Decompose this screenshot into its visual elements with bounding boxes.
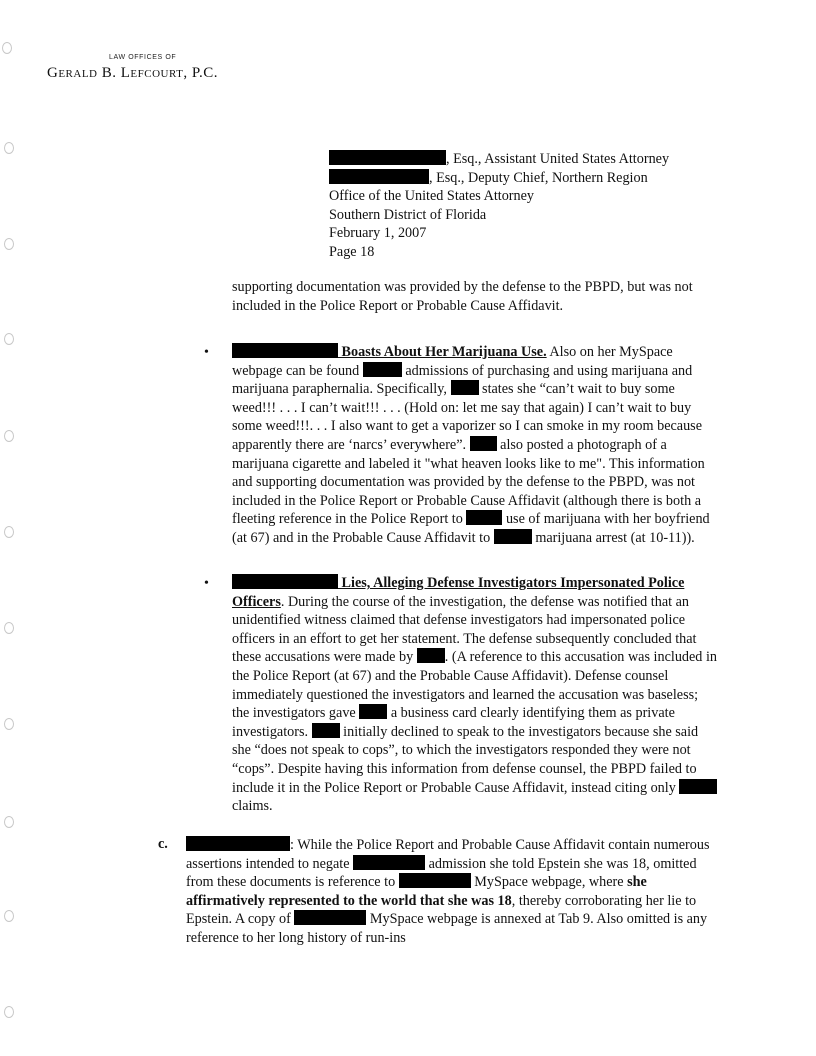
redaction-bar [329, 169, 429, 184]
letterhead-caption: LAW OFFICES OF [109, 54, 177, 61]
addressee-line-1: , Esq., Assistant United States Attorney [329, 150, 669, 169]
redaction-bar [232, 343, 338, 358]
redaction-bar [232, 574, 338, 589]
continuation-paragraph: supporting documentation was provided by the defense to the PBPD, but was not included in the Police Report or Probable Cause Affidavit. [232, 279, 693, 314]
redaction-bar [470, 436, 497, 451]
redaction-bar [679, 779, 717, 794]
punch-hole-mark [4, 238, 14, 250]
bullet-heading: Lies, Alleging Defense Investigators Impersonated Police Officers [232, 575, 685, 610]
redaction-bar [417, 648, 445, 663]
redaction-bar [329, 150, 446, 165]
redaction-bar [312, 723, 340, 738]
redaction-bar [399, 873, 471, 888]
letter-date: February 1, 2007 [329, 225, 427, 242]
letterhead-firm-name: Gerald B. Lefcourt, P.C. [47, 65, 219, 81]
punch-hole-mark [4, 1006, 14, 1018]
redaction-bar [494, 529, 532, 544]
letter-header-block [329, 150, 669, 262]
punch-hole-mark [4, 816, 14, 828]
punch-hole-mark [4, 910, 14, 922]
redaction-bar [353, 855, 425, 870]
page-number: Page 18 [329, 243, 375, 260]
addressee-line-2: , Esq., Deputy Chief, Northern Region [329, 169, 669, 188]
punch-hole-mark [4, 142, 14, 154]
punch-hole-mark [4, 430, 14, 442]
bullet-paragraph-investigators: Lies, Alleging Defense Investigators Impersonated Police Officers. During the course of the investigation, the defense was notified that an unidentified witness claimed that defense investigators had impersonated police officers in an effort to get her statement. The defense subsequently concluded that these accusations were made by . (A reference to this accusation was included in the Police Report (at 67) and the Probable Cause Affidavit). Defense counsel immediately questioned the investigators and learned the accusation was baseless; the investigators gave a business card clearly identifying them as private investigators. initially declined to speak to the investigators because she said she “does not speak to cops”, to which the investigators responded they were not “cops”. Despite having this information from defense counsel, the PBPD failed to include it in the Police Report or Probable Cause Affidavit, instead citing only claims. [232, 575, 717, 815]
section-c-paragraph: : While the Police Report and Probable Cause Affidavit contain numerous assertions intended to negate admission she told Epstein she was 18, omitted from these documents is reference to MySpace webpage, where she affirmatively represented to the world that she was 18, thereby corroborating her lie to Epstein. A copy of MySpace webpage is annexed at Tab 9. Also omitted is any reference to her long history of run-ins [186, 837, 710, 946]
bullet-dot: • [204, 345, 209, 360]
punch-hole-mark [4, 622, 14, 634]
redaction-bar [466, 510, 502, 525]
redaction-bar [186, 836, 290, 851]
bullet-heading: Boasts About Her Marijuana Use. [338, 344, 547, 360]
addressee-district: Southern District of Florida [329, 206, 487, 223]
punch-hole-mark [4, 333, 14, 345]
emphasis-text: she affirmatively represented to the world that she was 18 [186, 874, 647, 909]
redaction-bar [359, 704, 387, 719]
redaction-bar [363, 362, 402, 377]
punch-hole-mark [4, 718, 14, 730]
bullet-paragraph-marijuana: Boasts About Her Marijuana Use. Also on her MySpace webpage can be found admissions of purchasing and using marijuana and marijuana paraphernalia. Specifically, states she “can’t wait to buy some weed!!! . . . I can’t wait!!! . . . (Hold on: let me say that again) I can’t wait to buy some weed!!!. . . I also want to get a vaporizer so I can smoke in my room because apparently there are ‘narcs’ everywhere”. also posted a photograph of a marijuana cigarette and labeled it "what heaven looks like to me". This information and supporting documentation was provided by the defense to the PBPD, was not included in the Police Report or Probable Cause Affidavit (although there is both a fleeting reference in the Police Report to use of marijuana with her boyfriend (at 67) and in the Probable Cause Affidavit to marijuana arrest (at 10-11)). [232, 344, 710, 546]
punch-hole-mark [2, 42, 12, 54]
redaction-bar [451, 380, 479, 395]
bullet-dot: • [204, 576, 209, 591]
section-label: c. [158, 836, 168, 852]
redaction-bar [294, 910, 366, 925]
addressee-office: Office of the United States Attorney [329, 188, 535, 205]
punch-hole-mark [4, 526, 14, 538]
